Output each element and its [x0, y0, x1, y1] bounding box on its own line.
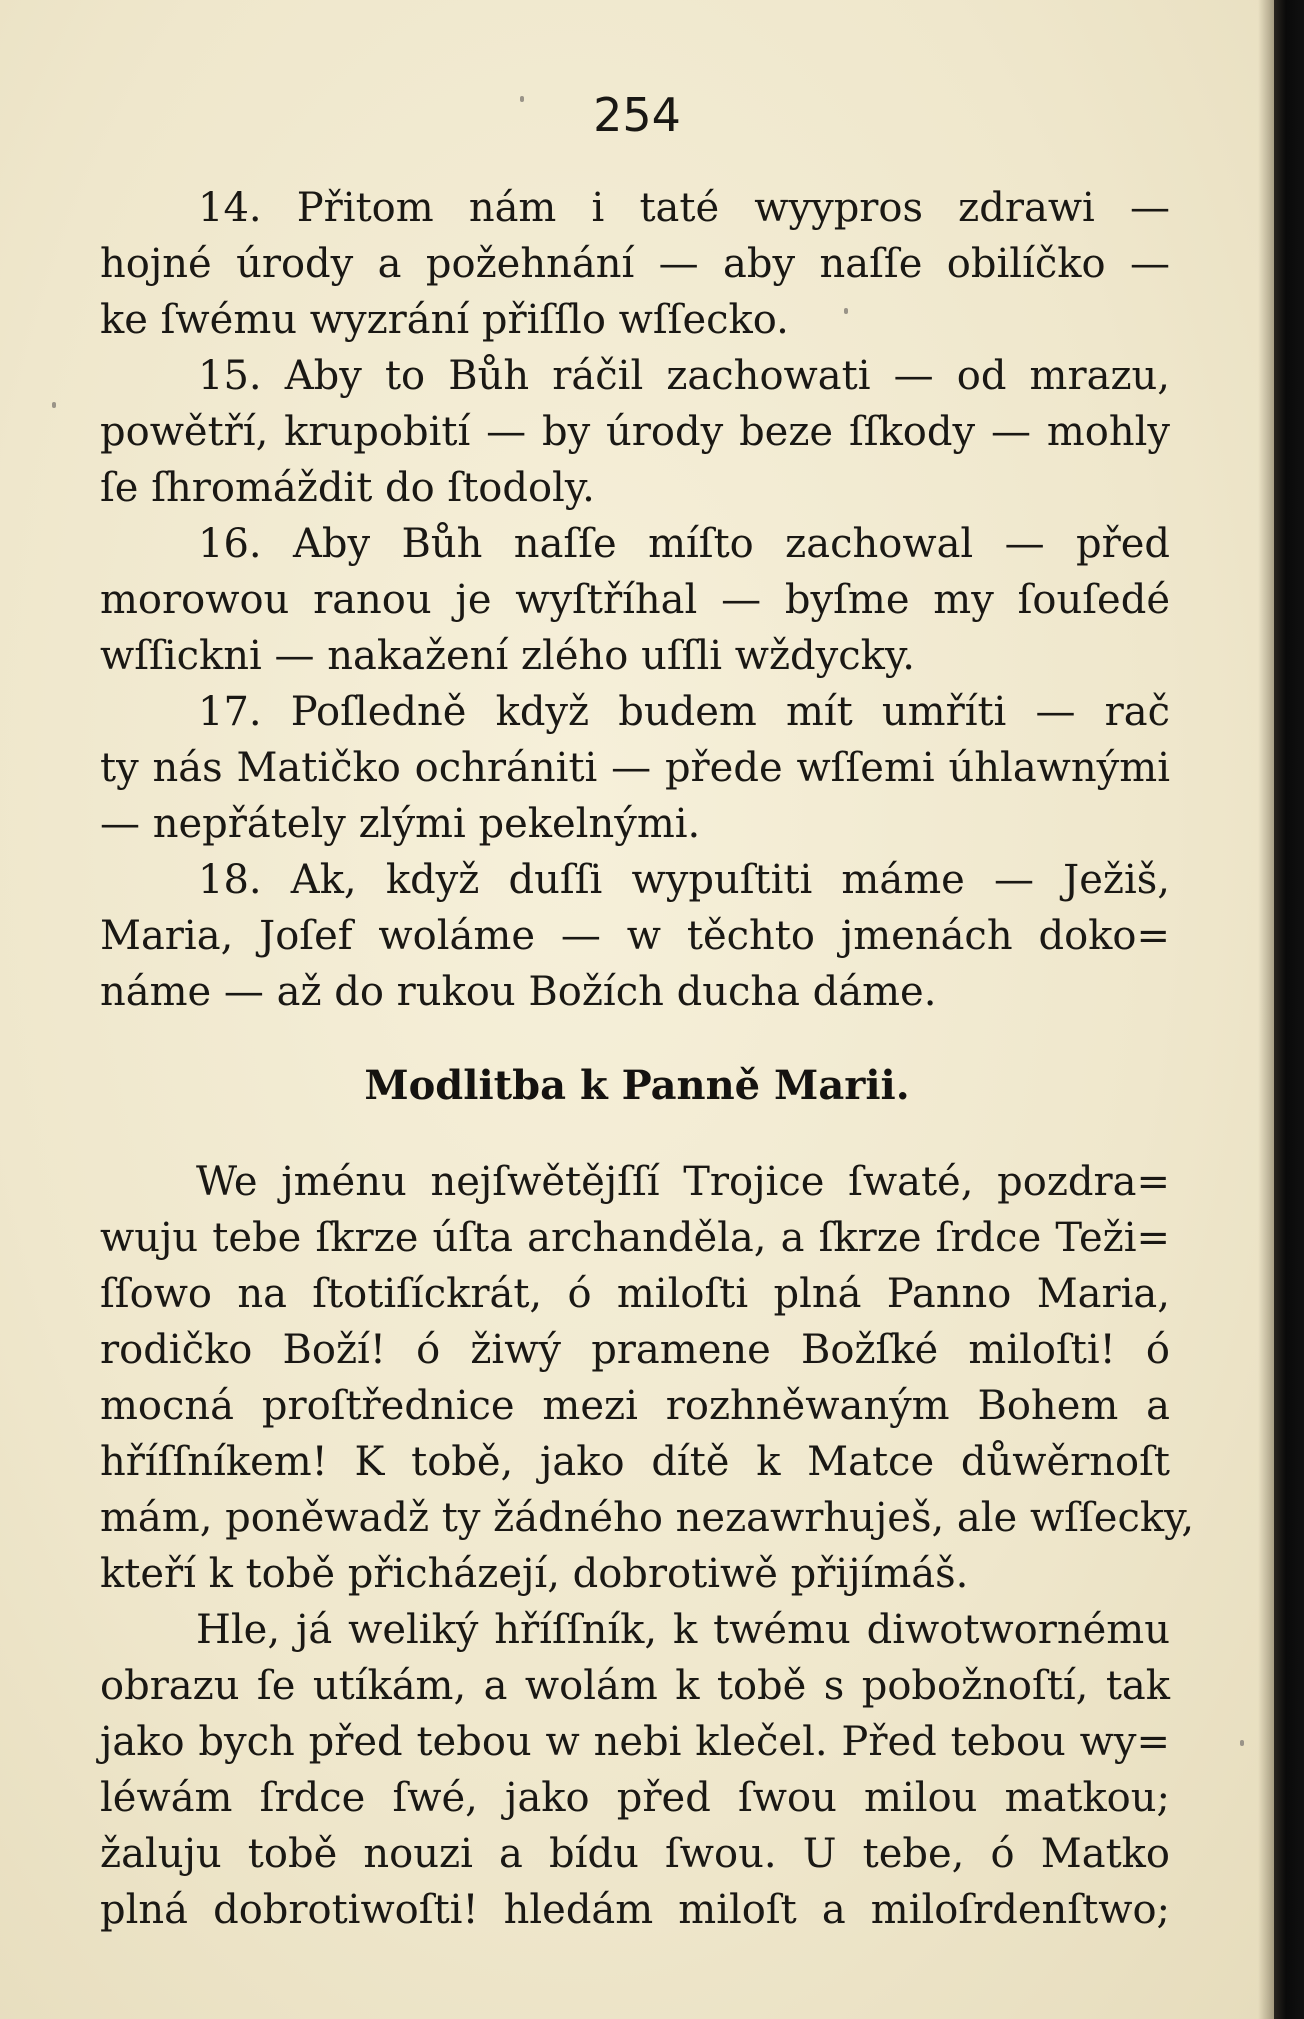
text-line: hříſſníkem! K tobě, jako dítě k Matce důwěrnoſt [100, 1439, 1170, 1485]
text-line: ke ſwému wyzrání přiſſlo wſſecko. [100, 297, 789, 343]
text-line: 14. Přitom nám i taté wyypros zdrawi — [198, 185, 1170, 231]
text-line: 15. Aby to Bůh ráčil zachowati — od mrazu, [198, 353, 1170, 399]
text-line: ſſowo na ſtotiſíckrát, ó miloſti plná Panno Maria, [100, 1271, 1170, 1317]
text-line: wuju tebe ſkrze úſta archanděla, a ſkrze ſrdce Teži= [100, 1215, 1170, 1261]
text-line: obrazu ſe utíkám, a wolám k tobě s pobožnoſtí, tak [100, 1663, 1170, 1709]
text-line: Maria, Joſef woláme — w těchto jmenách doko= [100, 913, 1170, 959]
text-line: wſſickni — nakažení zlého uſſli wždycky. [100, 633, 915, 679]
text-line: náme — až do rukou Božích ducha dáme. [100, 969, 937, 1015]
paper-speck [52, 402, 56, 408]
text-line: powětří, krupobití — by úrody beze ſſkody — mohly [100, 409, 1170, 455]
text-line: 16. Aby Bůh naſſe míſto zachowal — před [198, 521, 1170, 567]
text-line: mocná proſtřednice mezi rozhněwaným Bohem a [100, 1383, 1170, 1429]
text-line: rodičko Boží! ó žiwý pramene Božſké miloſti! ó [100, 1327, 1170, 1373]
text-line: žaluju tobě nouzi a bídu ſwou. U tebe, ó Matko [100, 1831, 1170, 1877]
text-line: morowou ranou je wyſtříhal — byſme my ſouſedé [100, 577, 1170, 623]
text-line: jako bych před tebou w nebi klečel. Před tebou wy= [100, 1719, 1170, 1765]
text-line: We jménu nejſwětějſſí Trojice ſwaté, pozdra= [196, 1159, 1170, 1205]
text-line: Hle, já weliký hříſſník, k twému diwotwornému [196, 1607, 1170, 1653]
text-line: léwám ſrdce ſwé, jako před ſwou milou matkou; [100, 1775, 1170, 1821]
text-line: hojné úrody a požehnání — aby naſſe obilíčko — [100, 241, 1170, 287]
text-line: 18. Ak, když duſſi wypuſtiti máme — Ježiš, [198, 857, 1170, 903]
text-line: plná dobrotiwoſti! hledám miloſt a miloſrdenſtwo; [100, 1887, 1170, 1933]
paper-speck [844, 308, 848, 314]
text-line: kteří k tobě přicházejí, dobrotiwě přijímáš. [100, 1551, 969, 1597]
text-line: ſe ſhromáždit do ſtodoly. [100, 465, 595, 511]
paper-speck [520, 96, 524, 102]
book-gutter [1274, 0, 1304, 2019]
page-edge-shadow [1258, 0, 1274, 2019]
text-line: ty nás Matičko ochrániti — přede wſſemi úhlawnými [100, 745, 1170, 791]
paper-speck [1240, 1740, 1244, 1746]
section-heading: Modlitba k Panně Marii. [364, 1062, 910, 1109]
text-line: mám, poněwadž ty žádného nezawrhuješ, ale wſſecky, [100, 1495, 1195, 1541]
page-number: 254 [593, 88, 681, 142]
text-line: — nepřátely zlými pekelnými. [100, 801, 701, 847]
text-line: 17. Poſledně když budem mít umříti — rač [198, 689, 1170, 735]
